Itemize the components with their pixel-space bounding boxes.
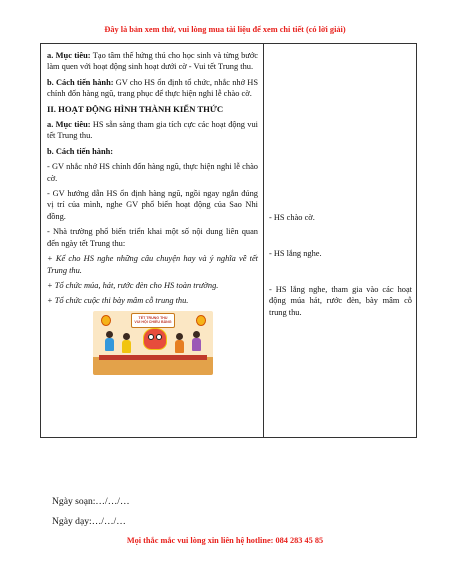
lantern-icon: [101, 315, 111, 326]
illustration-sign: [131, 313, 175, 328]
column-divider: [263, 44, 264, 437]
illustration-stage: [99, 355, 207, 360]
objective-label: a. Mục tiêu:: [47, 51, 91, 60]
italic-item: + Tổ chức cuộc thi bày mâm cỗ trung thu.: [47, 296, 189, 306]
lion-eye: [148, 334, 154, 340]
child-figure: [192, 338, 201, 351]
step-item: - GV hướng dẫn HS ổn định hàng ngũ, ngồi ngay ngắn đúng vị trí của mình, nghe GV phổ biến hoạt động của Sao Nhi đồng.: [47, 189, 258, 221]
student-response: - HS chào cờ.: [269, 213, 315, 222]
step-item: - Nhà trường phổ biến triển khai một số nội dung liên quan đến ngày tết Trung thu:: [47, 227, 258, 248]
child-figure: [176, 333, 183, 340]
preview-notice-banner: Đây là bản xem thử, vui lòng mua tài liệu để xem chi tiết (có lời giải): [104, 25, 346, 34]
lesson-activity-table: [40, 43, 417, 438]
objective-paragraph: [47, 50, 258, 73]
objective-text: Tạo tâm thế hứng thú cho học sinh và từng bước làm quen với hoạt động sinh hoạt dưới cờ - Vui tết Trung thu.: [47, 51, 258, 72]
objective-text-2: HS sẵn sàng tham gia tích cực các hoạt động vui tết Trung thu.: [47, 120, 258, 141]
section-heading: II. HOẠT ĐỘNG HÌNH THÀNH KIẾN THỨC: [47, 103, 224, 114]
child-figure: [175, 340, 184, 353]
lion-dance-figure: [143, 328, 167, 350]
hotline-banner: Mọi thắc mắc vui lòng xin liên hệ hotline: 084 283 45 85: [126, 536, 324, 545]
student-response: - HS lắng nghe, tham gia vào các hoạt động múa hát, rước đèn, bày mâm cỗ trung thu.: [269, 285, 412, 317]
italic-item: + Tổ chức múa, hát, rước đèn cho HS toàn trường.: [47, 280, 219, 290]
student-response: - HS lắng nghe.: [269, 249, 322, 258]
lion-eye: [156, 334, 162, 340]
prep-date: Ngày soạn:…/…/…: [52, 496, 130, 507]
child-figure: [123, 333, 130, 340]
procedure-label-2: b. Cách tiến hành:: [47, 146, 114, 156]
teacher-activity-column: [47, 50, 258, 375]
lantern-icon: [196, 315, 206, 326]
step-item: - GV nhắc nhở HS chỉnh đốn hàng ngũ, thực hiện nghi lễ chào cờ.: [47, 162, 258, 183]
italic-item: + Kể cho HS nghe những câu chuyện hay và ý nghĩa về tết Trung thu.: [47, 254, 258, 275]
objective-paragraph-2: [47, 119, 258, 142]
child-figure: [193, 331, 200, 338]
child-figure: [105, 338, 114, 351]
procedure-label: b. Cách tiến hành:: [47, 77, 114, 87]
procedure-paragraph: [47, 77, 258, 100]
teach-date: Ngày dạy:…/…/…: [52, 516, 126, 527]
child-figure: [122, 340, 131, 353]
objective-label-2: a. Mục tiêu:: [47, 120, 91, 130]
mid-autumn-illustration: [93, 311, 213, 375]
procedure-text: GV cho HS ổn định tổ chức, nhắc nhở HS chỉnh đốn hàng ngũ, trang phục để thực hiện nghi lễ chào cờ.: [47, 77, 258, 99]
sign-line: VUI HỘI CHIỀU BẰNG: [134, 320, 172, 325]
sign-line: TẾT TRUNG THU: [138, 315, 168, 320]
child-figure: [106, 331, 113, 338]
